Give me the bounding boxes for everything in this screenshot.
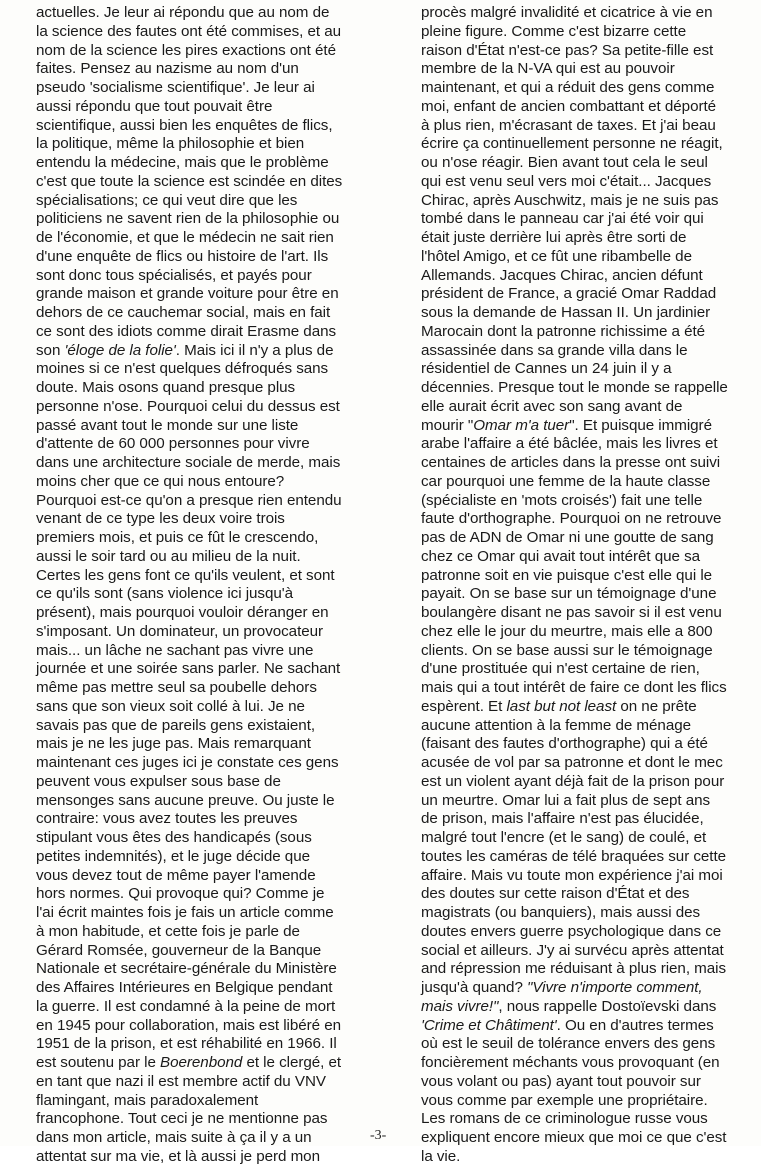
text-line: acusée de vol par sa patronne et dont le mec <box>421 754 723 771</box>
text-run: est soutenu par le <box>36 1054 161 1071</box>
text-line: Pourquoi est-ce qu'on a presque rien entendu <box>36 491 342 509</box>
text-line: pseudo 'socialisme scientifique'. Je leur ai <box>36 79 315 96</box>
text-line: vous volant ou pas) ayant tout pouvoir sur <box>421 1072 701 1090</box>
text-line: résidentiel de Cannes un 24 juin il y a <box>421 360 672 378</box>
text-line: c'est que toute la science est scindée en dites <box>36 172 343 190</box>
text-line: (faisant des fautes d'orthographe) qui a été <box>421 735 708 753</box>
text-line: passé avant tout le monde sur une liste <box>36 416 299 434</box>
text-line: journée et une soirée sans parler. Ne sachant <box>36 660 341 678</box>
text-line: mais... un lâche ne sachant pas vivre une <box>36 641 314 659</box>
text-line: président de France, a gracié Omar Raddad <box>421 285 717 303</box>
text-line: où est le seuil de tolérance envers des gens <box>421 1035 716 1053</box>
text-line: sans que son vieux soit collé à lui. Je ne <box>36 697 305 715</box>
text-line: de l'économie, et que le médecin ne sait rien <box>36 229 334 246</box>
text-line: l'hôtel Amigo, et ce fût une ribambelle de <box>421 247 692 265</box>
text-line: de prison, mais l'affaire n'est pas élucidée, <box>421 810 704 828</box>
text-line: la guerre. Il est condamné à la peine de mort <box>36 997 336 1015</box>
text-line: dans mon article, mais suite à ça il y a un <box>36 1129 312 1146</box>
text-line: scientifique, aussi bien les enquêtes de flics, <box>36 116 333 134</box>
text-line: boulangère disant ne pas savoir si il est venu <box>421 604 722 621</box>
text-line: s'imposant. Un dominateur, un provocateur <box>36 622 324 640</box>
text-line: l'ai écrit maintes fois je fais un article comme <box>36 904 334 921</box>
right-text-column <box>421 4 753 1167</box>
text-line: stipulant vous êtes des handicapés (sous <box>36 829 312 846</box>
text-line: pleine figure. Comme c'est bizarre cette <box>421 22 687 40</box>
text-line: raison d'État n'est-ce pas? Sa petite-fille est <box>421 41 714 59</box>
text-line: Marocain dont la patronne richissime a été <box>421 322 706 340</box>
text-line: premiers mois, et puis ce fût le crescendo, <box>36 529 319 546</box>
text-line: peuvent vous expulser sous base de <box>36 772 281 790</box>
text-line: aussi répondu que tout pouvait être <box>36 97 273 115</box>
text-line: dans une architecture sociale de merde, mais <box>36 454 341 471</box>
text-line: savais pas que de pareils gens existaient, <box>36 716 316 734</box>
text-line: en 1945 pour collaboration, mais est libéré en <box>36 1016 342 1034</box>
text-line: la politique, même la philosophie et bien <box>36 135 305 153</box>
text-line: petites indemnités), et le juge décide que <box>36 847 310 865</box>
text-line: Gérard Romsée, gouverneur de la Banque <box>36 941 322 959</box>
italic-text-run: last but not least <box>506 697 617 715</box>
text-line: dehors de ce cauchemar social, mais en fait <box>36 304 331 321</box>
text-line: sont donc tous spécialisés, et payés pour <box>36 266 312 284</box>
text-line: clients. On se base aussi sur le témoignage <box>421 641 713 659</box>
text-line: car pourquoi une femme de la haute classe <box>421 472 711 490</box>
text-line: doutes envers guerre psychologique dans ce <box>421 922 722 940</box>
italic-text-run: 'Crime et Châtiment' <box>421 1016 557 1034</box>
text-line: était juste derrière lui après être sorti de <box>421 229 687 246</box>
text-line: vous devez tout de même payer l'amende <box>36 866 316 884</box>
text-line: aussi le soir tard ou au milieu de la nuit. <box>36 547 301 565</box>
text-line: écrire ça continuellement personne ne réagit, <box>421 135 723 153</box>
text-line: 1951 de la prison, et est réhabilité en 1966. Il <box>36 1035 337 1053</box>
text-line: personne n'ose. Pourquoi celui du dessus est <box>36 397 340 415</box>
page-number: -3- <box>370 1128 387 1143</box>
text-line: chez ce Omar qui avait tout intérêt que sa <box>421 547 701 565</box>
text-run: espèrent. Et <box>421 697 507 715</box>
text-line: Les romans de ce criminologue russe vous <box>421 1110 708 1128</box>
text-line: arabe l'affaire a été bâclée, mais les livres et <box>421 435 718 453</box>
text-line: (spécialiste en 'mots croisés') fait une telle <box>421 491 703 509</box>
text-line: maintenant, et qui a réduit des gens comme <box>421 79 715 96</box>
text-line: la science des fautes ont été commises, et au <box>36 22 342 40</box>
text-line: actuelles. Je leur ai répondu que au nom de <box>36 4 330 21</box>
text-line: en tant que nazi il est membre actif du VNV <box>36 1072 326 1090</box>
text-line: expliquent encore mieux que moi ce que c'est <box>421 1129 727 1146</box>
text-line: contraire: vous avez toutes les preuves <box>36 810 298 828</box>
italic-text-run: mais vivre!" <box>421 997 499 1015</box>
text-line: à mon habitude, et cette fois je parle de <box>36 922 300 940</box>
italic-text-run: Omar m'a tuer <box>473 416 570 434</box>
text-line: tombé dans le panneau car j'ai été voir qui <box>421 210 704 228</box>
text-line: patronne soit en vie puisque c'est elle qui le <box>421 566 713 584</box>
text-line: centaines de articles dans la presse ont suivi <box>421 454 721 471</box>
text-line: aucune attention à la femme de ménage <box>421 716 692 734</box>
text-line <box>421 998 753 1017</box>
text-line: social et ailleurs. J'y ai survécu après attentat <box>421 941 724 959</box>
text-line <box>421 698 753 717</box>
text-line: des Affaires Intérieures en Belgique pendant <box>36 979 333 996</box>
text-line: procès malgré invalidité et cicatrice à vie en <box>421 4 713 21</box>
text-line: à plus rien, m'écrasant de taxes. Et j'ai beau <box>421 116 716 134</box>
text-line: affaire. Mais vu toute mon expérience j'ai moi <box>421 866 723 884</box>
text-line: Certes les gens font ce qu'ils veulent, et sont <box>36 566 335 584</box>
text-run: on ne prête <box>616 697 697 715</box>
left-text-column <box>36 4 380 1167</box>
text-line: ce sont des idiots comme dirait Erasme dans <box>36 322 337 340</box>
text-line: moins cher que ce qui nous entoure? <box>36 472 285 490</box>
text-line: hors normes. Qui provoque qui? Comme je <box>36 885 325 903</box>
text-line: toutes les caméras de télé braquées sur cette <box>421 847 727 865</box>
text-line: chez elle le jour du meurtre, mais elle a 800 <box>421 622 713 640</box>
italic-text-run: Boerenbond <box>160 1054 243 1071</box>
text-line: entendu la médecine, mais que le problème <box>36 154 329 171</box>
text-line: Allemands. Jacques Chirac, ancien défunt <box>421 266 703 284</box>
text-line: maintenant ces juges ici je constate ces gens <box>36 754 339 771</box>
text-line: d'une prostituée qui n'est certaine de rien, <box>421 660 700 678</box>
text-run: . Mais ici il n'y a plus de <box>175 341 334 359</box>
text-line: nom de la science les pires exactions ont été <box>36 41 336 59</box>
text-run: mourir " <box>421 416 474 434</box>
text-line: sous la demande de Hassan II. Un jardinier <box>421 304 711 321</box>
text-run: jusqu'à quand? <box>421 979 528 996</box>
text-line: Chirac, après Auschwitz, mais je ne suis pas <box>421 191 719 209</box>
text-line: faites. Pensez au nazisme au nom d'un <box>36 60 299 78</box>
text-run: et le clergé, et <box>242 1054 342 1071</box>
text-line <box>421 1017 753 1036</box>
italic-text-run: 'éloge de la folie' <box>64 341 176 359</box>
text-line <box>421 417 753 436</box>
text-line: doute. Mais osons quand presque plus <box>36 379 296 396</box>
text-line: Nationale et secrétaire-générale du Ministère <box>36 960 337 978</box>
text-line: ou n'ose réagir. Bien avant tout cela le seul <box>421 154 708 171</box>
text-line: and répression me réduisant à plus rien, mais <box>421 960 727 978</box>
text-line <box>36 342 380 361</box>
text-line: est un violent ayant déjà fait de la prison pour <box>421 772 725 790</box>
text-line <box>36 1054 380 1073</box>
text-line: attentat sur ma vie, et là aussi je perd mon <box>36 1147 320 1165</box>
text-line: assassinée dans sa grande villa dans le <box>421 341 688 359</box>
text-line: mais qui a tout intérêt de faire ce dont les flics <box>421 679 727 696</box>
text-run: ". Et puisque immigré <box>569 416 712 434</box>
text-line: elle aurait écrit avec son sang avant de <box>421 397 683 415</box>
text-line: même pas mettre seul sa poubelle dehors <box>36 679 317 696</box>
text-line: la vie. <box>421 1147 461 1165</box>
text-line: malgré tout l'encre (et le sang) de coulé, et <box>421 829 707 846</box>
text-run: , nous rappelle Dostoïevski dans <box>498 997 717 1015</box>
text-line: magistrats (ou banquiers), mais aussi des <box>421 904 701 921</box>
text-line: pas de ADN de Omar ni une goutte de sang <box>421 529 714 546</box>
text-line: un meurtre. Omar lui a fait plus de sept ans <box>421 791 711 809</box>
text-line: flamingant, mais paradoxalement <box>36 1091 259 1109</box>
text-line: francophone. Tout ceci je ne mentionne pas <box>36 1110 328 1128</box>
italic-text-run: "Vivre n'importe comment, <box>527 979 703 996</box>
text-line: moi, enfant de ancien combattant et déporté <box>421 97 717 115</box>
text-line: d'attente de 60 000 personnes pour vivre <box>36 435 310 453</box>
text-line: membre de la N-VA qui est au pouvoir <box>421 60 675 78</box>
text-line <box>421 979 753 998</box>
text-line: des doutes sur cette raison d'État et des <box>421 885 690 903</box>
text-line: grande maison et grande voiture pour être en <box>36 285 339 303</box>
text-line: faute d'orthographe. Pourquoi on ne retrouve <box>421 510 722 528</box>
text-line: payait. On se base sur un témoignage d'une <box>421 585 717 603</box>
text-line: vous comme par exemple une propriétaire. <box>421 1091 708 1109</box>
text-run: son <box>36 341 65 359</box>
text-line: décennies. Presque tout le monde se rappelle <box>421 379 728 396</box>
text-line: d'une enquête de flics ou histoire de l'art. Ils <box>36 247 329 265</box>
text-line: politiciens ne savent rien de la philosophie ou <box>36 210 340 228</box>
text-line: foncièrement méchants vous provoquant (en <box>421 1054 720 1071</box>
text-line: présent), mais pourquoi vouloir déranger en <box>36 604 329 621</box>
text-line: spécialisations; ce qui veut dire que les <box>36 191 298 209</box>
text-line: moines si ce n'est quelques défroqués sans <box>36 360 329 378</box>
text-line: venant de ce type les deux voire trois <box>36 510 285 528</box>
text-line: ce qu'ils sont (sans violence ici jusqu'à <box>36 585 294 603</box>
text-line: mais je ne les juge pas. Mais remarquant <box>36 735 311 753</box>
text-run: . Ou en d'autres termes <box>556 1016 714 1034</box>
text-line: qui est venu seul vers moi c'était... Jacques <box>421 172 712 190</box>
text-line: mensonges sans aucune preuve. Ou juste le <box>36 791 335 809</box>
